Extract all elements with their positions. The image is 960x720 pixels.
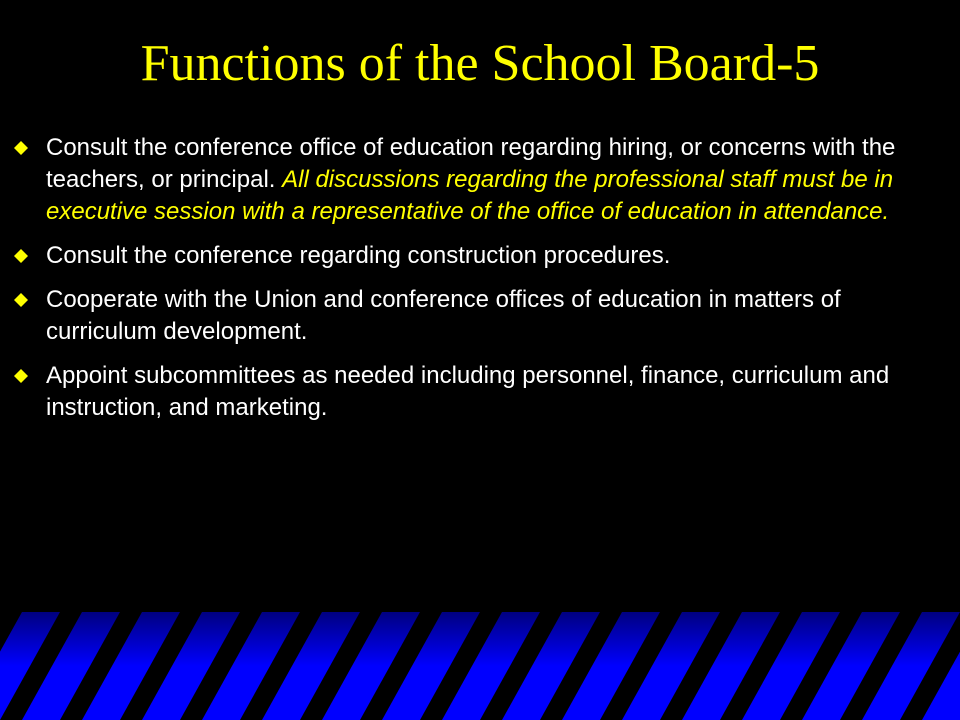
bullet-item <box>12 240 932 272</box>
decorative-stripe-band <box>0 612 960 720</box>
diamond-bullet-icon <box>14 293 28 307</box>
bullet-text: Consult the conference regarding construction procedures. <box>46 242 671 269</box>
slide-title: Functions of the School Board-5 <box>140 35 820 92</box>
bullet-text: Cooperate with the Union and conference offices of education in matters of curriculum development. <box>46 286 841 345</box>
bullet-item <box>12 132 932 228</box>
diamond-bullet-icon <box>14 369 28 383</box>
bullet-text: Consult the conference office of education regarding hiring, or concerns with the teachers, or principal. <box>46 134 896 193</box>
bullet-text: Appoint subcommittees as needed including personnel, finance, curriculum and instruction, and marketing. <box>46 362 890 421</box>
diamond-bullet-icon <box>14 249 28 263</box>
bullet-item <box>12 284 932 348</box>
bullet-list <box>12 132 932 436</box>
diamond-bullet-icon <box>14 141 28 155</box>
bullet-emphasis-text: All discussions regarding the professional staff must be in executive session with a representative of the office of education in attendance. <box>46 166 894 225</box>
bullet-item <box>12 360 932 424</box>
